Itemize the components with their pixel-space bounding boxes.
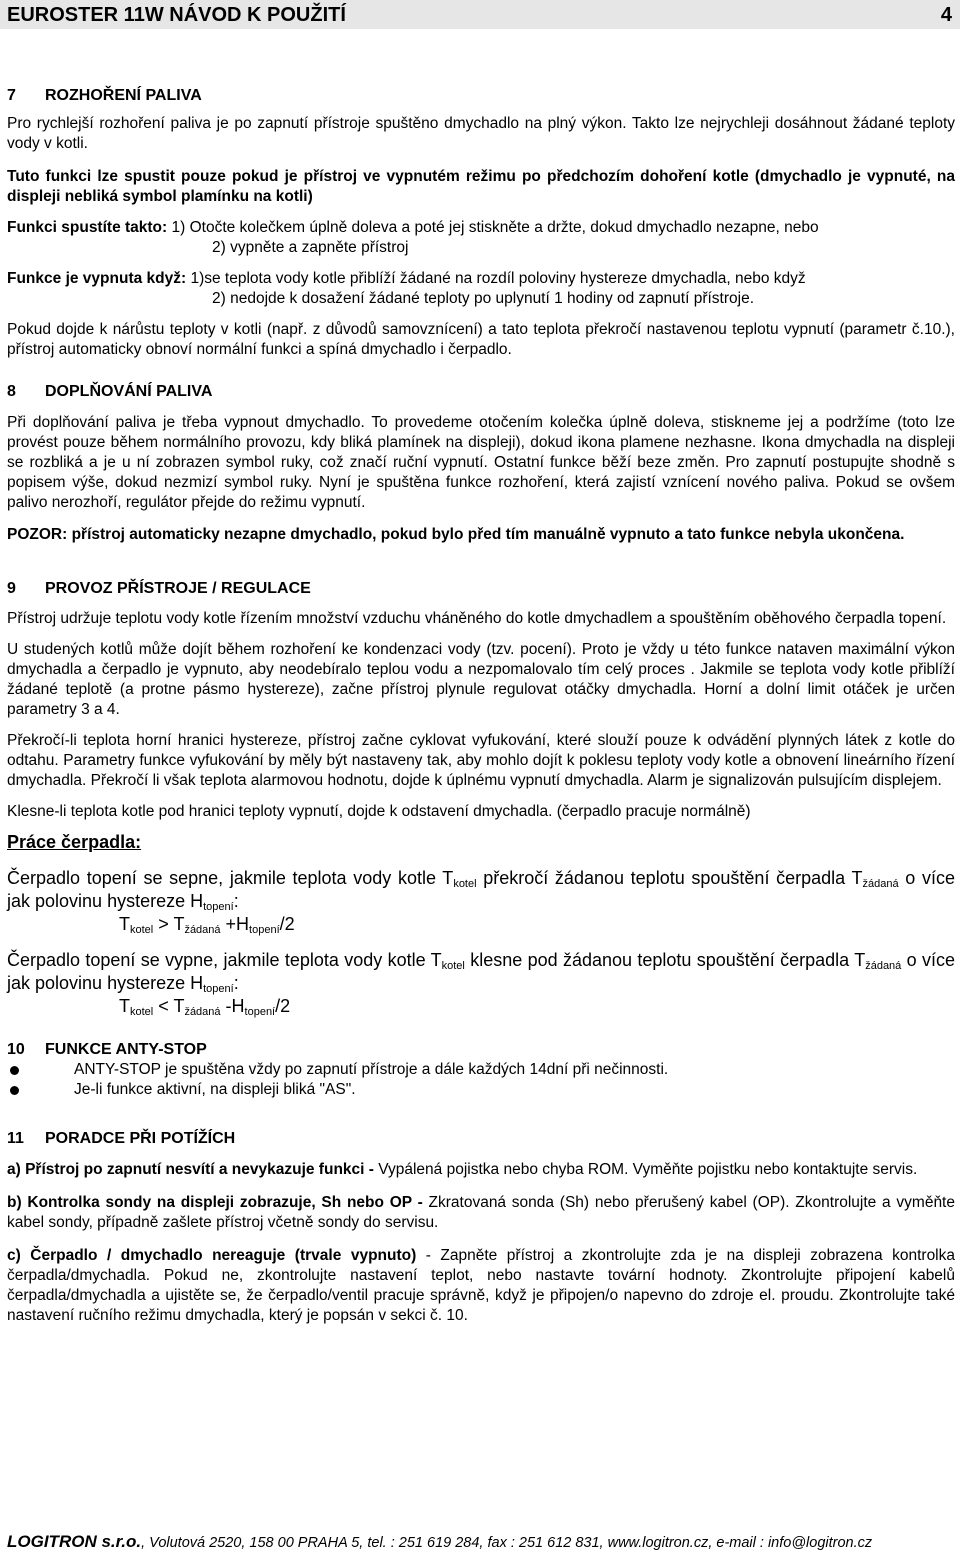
s8-paragraph-1: Při doplňování paliva je třeba vypnout dmychadlo. To provedeme otočením kolečka úplně doleva, stiskneme jej a podržíme (toto lze provést pouze během normálního provozu, kdy bliká plamínek na displeji), dokud ikona plamene nezhasne. Ikona dmychadla na displeji se rozbliká a je u ní zobrazen symbol ruky, což značí ruční vypnutí. Ostatní funkce běží beze změn. Pro zapnutí postupujte shodně s popisem výše, dokud nezmizí symbol ruky. Nyní je spuštěna funkce rozhoření, která zajistí vznícení nového paliva. Pokud se ovšem palivo nerozhoří, regulátor přejde do režimu vypnutí. xyxy=(7,414,955,511)
section-10-heading: 10 FUNKCE ANTY-STOP xyxy=(7,1041,207,1058)
s7-off-line-2: 2) nedojde k dosažení žádané teploty po uplynutí 1 hodiny od zapnutí přístroje. xyxy=(212,290,755,307)
page-content xyxy=(7,86,955,1326)
trouble-b: b) Kontrolka sondy na displeji zobrazuje, Sh nebo OP - Zkratovaná sonda (Sh) nebo přerušený kabel (OP). Zkontrolujte a vyměňte kabel sondy, případně zašlete přístroj včetně sondy do servisu. xyxy=(7,1194,955,1231)
section-8-heading: 8 DOPLŇOVÁNÍ PALIVA xyxy=(7,383,213,400)
section-7-heading: 7 ROZHOŘENÍ PALIVA xyxy=(7,87,202,104)
list-item: ANTY-STOP je spuštěna vždy po zapnutí přístroje a dále každých 14dní při nečinnosti. xyxy=(7,1060,955,1080)
s9-paragraph-3: Překročí-li teplota horní hranici hystereze, přístroj začne cyklovat vyfukování, které slouží pouze k odvádění plynných látek z kotle do odtahu. Parametry funkce vyfukování by měly být nastaveny tak, aby mohlo dojít k poklesu teploty vody kotle a obnovení lineárního řízení dmychadla. Překročí li však teplota alarmovou hodnotu, dojde k úplnému vypnutí dmychadla. Alarm je signalizován pulsujícím displejem. xyxy=(7,732,955,789)
section-9-heading: 9 PROVOZ PŘÍSTROJE / REGULACE xyxy=(7,580,311,597)
page-header xyxy=(0,0,960,29)
pump-off-text: Čerpadlo topení se vypne, jakmile teplota vody kotle $T_{kotel}$ klesne pod žádanou teplotu spouštění čerpadla $T_{žádaná}$ o více jak polovinu hystereze $H_{topení}$: xyxy=(7,950,955,995)
footer-contact: , Volutová 2520, 158 00 PRAHA 5, tel. : 251 619 284, fax : 251 612 831, www.logitron.cz, e-mail : info@logitron.cz xyxy=(141,1535,873,1551)
s7-paragraph-1: Pro rychlejší rozhoření paliva je po zapnutí přístroje spuštěno dmychadlo na plný výkon. Takto lze nejrychleji dosáhnout žádané teploty vody v kotli. xyxy=(7,115,955,152)
trouble-c: c) Čerpadlo / dmychadlo nereaguje (trvale vypnuto) - Zapněte přístroj a zkontrolujte zda je na displeji zobrazena kontrolka čerpadla/dmychadla. Pokud ne, zkontrolujte nastavení teplot, nebo nastavte tovární hodnoty. Zkontrolujte připojení kabelů čerpadla/dmychadla a ujistěte se, že čerpadlo/ventil pracuje správně, když je připojen/o napevno do zdroje el. proudu. Zkontrolujte také nastavení ručního režimu dmychadla, který je popsán v sekci č. 10. xyxy=(7,1247,955,1324)
page-footer xyxy=(7,1532,872,1552)
s7-paragraph-3: Pokud dojde k nárůstu teploty v kotli (např. z důvodů samovznícení) a tato teplota překročí nastavenou teplotu vypnutí (parametr č.10.), přístroj automaticky obnoví normální funkci a spíná dmychadlo i čerpadlo. xyxy=(7,321,955,358)
s7-start-line: Funkci spustíte takto: 1) Otočte kolečkem úplně doleva a poté jej stiskněte a držte, dokud dmychadlo nezapne, nebo xyxy=(7,219,819,236)
pump-on-text: Čerpadlo topení se sepne, jakmile teplota vody kotle $T_{kotel}$ překročí žádanou teplotu spouštění čerpadla $T_{žádaná}$ o více jak polovinu hystereze $H_{topení}$: xyxy=(7,868,955,913)
section-11-heading: 11 PORADCE PŘI POTÍŽÍCH xyxy=(7,1130,236,1147)
pump-heading: Práce čerpadla: xyxy=(7,832,142,852)
s7-off-line: Funkce je vypnuta když: 1)se teplota vody kotle přiblíží žádané na rozdíl poloviny hystereze dmychadla, nebo když xyxy=(7,270,806,287)
anty-stop-list xyxy=(7,1060,955,1100)
footer-brand: LOGITRON s.r.o. xyxy=(7,1532,142,1551)
s7-paragraph-2: Tuto funkci lze spustit pouze pokud je přístroj ve vypnutém režimu po předchozím dohoření kotle (dmychadlo je vypnuté, na displeji nebliká symbol plamínku na kotli) xyxy=(7,168,955,205)
s7-start-line-2: 2) vypněte a zapněte přístroj xyxy=(212,239,409,256)
list-item: Je-li funkce aktivní, na displeji bliká "AS". xyxy=(7,1080,955,1100)
s8-warning: POZOR: přístroj automaticky nezapne dmychadlo, pokud bylo před tím manuálně vypnuto a tato funkce nebyla ukončena. xyxy=(7,526,905,543)
pump-off-formula: $T_{kotel} < T_{žádaná}$ $-H_{topení}/2$ xyxy=(119,996,291,1018)
trouble-a: a) Přístroj po zapnutí nesvítí a nevykazuje funkci - Vypálená pojistka nebo chyba ROM. Vyměňte pojistku nebo kontaktujte servis. xyxy=(7,1161,918,1178)
s9-paragraph-4: Klesne-li teplota kotle pod hranici teploty vypnutí, dojde k odstavení dmychadla. (čerpadlo pracuje normálně) xyxy=(7,803,751,820)
s9-paragraph-1: Přístroj udržuje teplotu vody kotle řízením množství vzduchu vháněného do kotle dmychadlem a spouštěním oběhového čerpadla topení. xyxy=(7,610,947,627)
pump-on-formula: $T_{kotel} > T_{žádaná} +H_{topení}/2$ xyxy=(119,914,295,936)
page-number: 4 xyxy=(940,4,952,26)
s9-paragraph-2: U studených kotlů může dojít během rozhoření ke kondenzaci vody (tzv. pocení). Proto je vždy u této funkce nataven maximální výkon dmychadla a čerpadlo je vypnuto, aby neodebíralo teplou vodu a nezpomalovalo tím celý proces . Jakmile se teplota vody kotle přiblíží žádané teplotě (a protne pásmo hystereze), začne přístroj plynule regulovat otáčky dmychadla. Horní a dolní limit otáček je určen parametry 3 a 4. xyxy=(7,641,955,718)
header-title: EUROSTER 11W NÁVOD K POUŽITÍ xyxy=(7,4,346,26)
